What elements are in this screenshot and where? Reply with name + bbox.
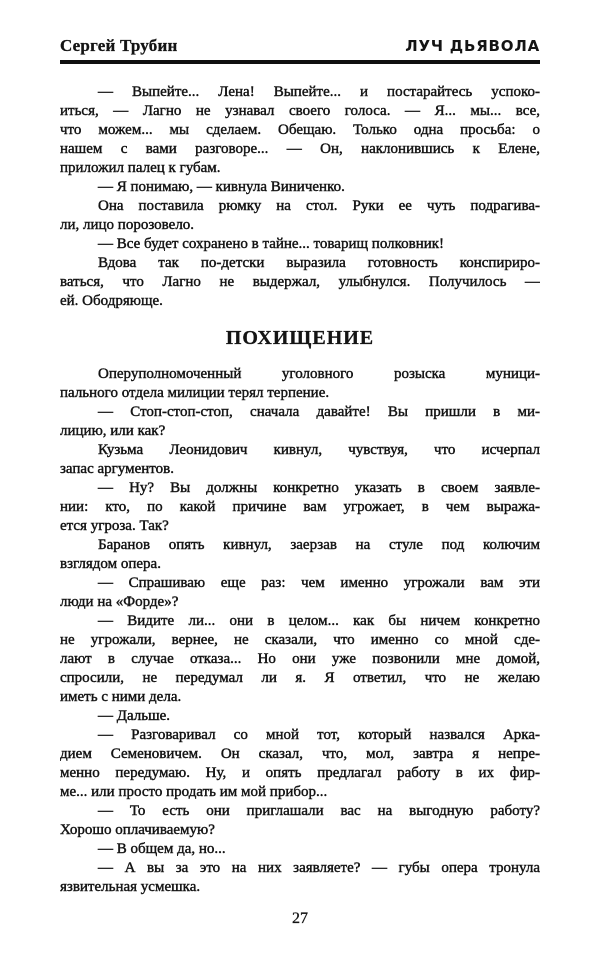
text-line: — Я понимаю, — кивнула Виниченко. [98,179,345,195]
text-line: иться, — Лагно не узнавал своего голоса. — Я... мы... все, [60,103,540,119]
text-line: — Спрашиваю еще раз: чем именно угрожали вам эти [98,575,540,591]
text-line: — Видите ли... они в целом... как бы ничем конкретно [98,613,540,629]
text-line: Баранов опять кивнул, заерзав на стуле под колючим [98,537,540,553]
paragraph [60,83,540,178]
text-line: ме... или просто продать им мой прибор... [60,784,328,800]
paragraph [60,403,540,441]
paragraph [60,574,540,612]
paragraph [60,197,540,235]
text-line: лицию, или как? [60,423,166,439]
page-header [60,36,540,64]
author-name: Сергей Трубин [60,36,178,55]
text-line: Кузьма Леонидович кивнул, чувствуя, что исчерпал [98,442,540,458]
paragraph [60,707,540,726]
text-line: ей. Ободряюще. [60,293,163,309]
page-body [60,83,540,897]
paragraph [60,365,540,403]
paragraph [60,178,540,197]
text-line: дием Семеновичем. Он сказал, что, мол, завтра я непре- [60,746,540,762]
paragraph [60,612,540,707]
text-line: менно передумаю. Ну, и опять предлагал работу в их фир- [60,765,540,781]
paragraph [60,859,540,897]
text-line: — Ну? Вы должны конкретно указать в своем заявле- [98,480,540,496]
text-line: ли, лицо порозовело. [60,217,195,233]
text-line: — То есть они приглашали вас на выгодную работу? [98,803,540,819]
text-line: ется угроза. Так? [60,518,169,534]
text-line: — Дальше. [98,708,171,724]
text-line: нашем с вами разговоре... — Он, наклонившись к Елене, [60,141,540,157]
text-line: приложил палец к губам. [60,160,221,176]
text-line: Она поставила рюмку на стол. Руки ее чуть подрагива- [98,198,540,214]
text-line: лают в случае отказа... Но они уже позвонили мне домой, [60,651,540,667]
text-line: язвительная усмешка. [60,879,201,895]
text-line: что можем... мы сделаем. Обещаю. Только одна просьба: о [60,122,540,138]
text-line: люди на «Форде»? [60,594,179,610]
paragraph [60,441,540,479]
text-line: запас аргументов. [60,461,174,477]
paragraph [60,235,540,254]
paragraph [60,254,540,311]
text-line: Оперуполномоченный уголовного розыска муници- [98,366,540,382]
text-line: Хорошо оплачиваемую? [60,822,215,838]
text-line: — В общем да, но... [98,841,226,857]
text-line: иметь с ними дела. [60,689,182,705]
text-line: нии: кто, по какой причине вам угрожает, в чем выража- [60,499,540,515]
text-line: взглядом опера. [60,556,161,572]
text-line: Вдова так по-детски выразила готовность конспириро- [98,255,540,271]
text-line: — Все будет сохранено в тайне... товарищ полковник! [98,236,445,252]
text-line: пального отдела милиции терял терпение. [60,385,330,401]
paragraph [60,479,540,536]
section-heading: ПОХИЩЕНИЕ [225,327,375,349]
paragraph [60,536,540,574]
text-line: спросили, не передумал ли я. Я ответил, что не желаю [60,670,540,686]
text-line: не угрожали, вернее, не сказали, что именно со мной сде- [60,632,540,648]
text-line: — А вы за это на них заявляете? — губы опера тронула [98,860,540,876]
page-number: 27 [292,910,308,927]
text-line: — Выпейте... Лена! Выпейте... и постарайтесь успоко- [98,84,540,100]
text-line: — Разговаривал со мной тот, который назвался Арка- [98,727,540,743]
paragraph [60,726,540,802]
text-line: ваться, что Лагно не выдержал, улыбнулся. Получилось — [60,274,540,290]
book-title: ЛУЧ ДЬЯВОЛА [405,37,540,55]
paragraph [60,802,540,840]
paragraph [60,840,540,859]
text-line: — Стоп-стоп-стоп, сначала давайте! Вы пришли в ми- [98,404,540,420]
